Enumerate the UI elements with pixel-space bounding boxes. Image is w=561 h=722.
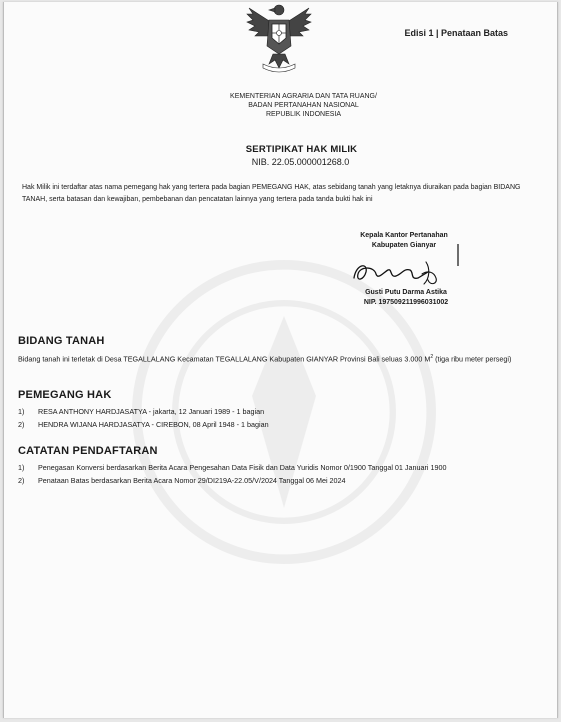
ministry-line-1: KEMENTERIAN AGRARIA DAN TATA RUANG/ (230, 93, 377, 100)
catatan-list (18, 461, 538, 487)
signatory-office (344, 231, 464, 251)
office-line-2: Kabupaten Gianyar (371, 242, 437, 249)
nib-row (4, 157, 557, 167)
certificate-title-row (4, 144, 557, 155)
list-number: 1) (18, 407, 25, 416)
ministry-line-3: REPUBLIK INDONESIA (265, 111, 342, 118)
list-item (18, 418, 538, 431)
list-number: 2) (18, 476, 25, 485)
section-heading-bidang-tanah: BIDANG TANAH (18, 335, 105, 347)
list-number: 2) (18, 420, 25, 429)
ministry-header (4, 92, 557, 119)
section-heading-catatan-pendaftaran: CATATAN PENDAFTARAN (18, 445, 158, 457)
holder-entry: HENDRA WIJANA HARDJASATYA - CIREBON, 08 April 1948 - 1 bagian (38, 420, 269, 429)
office-line-1: Kepala Kantor Pertanahan (360, 232, 448, 239)
signatory-name-block (336, 288, 476, 308)
bidang-tanah-area-words: (tiga ribu meter persegi) (433, 354, 512, 364)
list-item (18, 461, 538, 474)
pemegang-hak-list (18, 405, 538, 431)
registration-note: Penataan Batas berdasarkan Berita Acara Nomor 29/DI219A-22.05/V/2024 Tanggal 06 Mei 2024 (38, 476, 346, 485)
ministry-line-2: BADAN PERTANAHAN NASIONAL (248, 102, 359, 109)
bidang-tanah-description (18, 352, 533, 364)
signature-icon (344, 252, 464, 290)
signatory-name: Gusti Putu Darma Astika (365, 289, 447, 296)
section-heading-pemegang-hak: PEMEGANG HAK (18, 389, 112, 401)
signature-mark-icon (456, 244, 460, 266)
signatory-nip: NIP. 197509211996031002 (363, 299, 449, 306)
list-item (18, 474, 538, 487)
garuda-emblem-icon (239, 2, 319, 74)
intro-paragraph: Hak Milik ini terdaftar atas nama pemegang hak yang tertera pada bagian PEMEGANG HAK, atas sebidang tanah yang letaknya diuraikan pada bagian BIDANG TANAH, serta batasan dan kewajiban, pembebanan dan pencatatan lainnya yang tertera pada tanda bukti hak ini (22, 184, 521, 203)
registration-note: Penegasan Konversi berdasarkan Berita Acara Pengesahan Data Fisik dan Data Yuridis Nomor 0/1900 Tanggal 01 Januari 1900 (38, 463, 447, 472)
certificate-page (3, 2, 558, 718)
bidang-tanah-text: Bidang tanah ini terletak di Desa TEGALLALANG Kecamatan TEGALLALANG Kabupaten GIANYAR Provinsi Bali seluas 3.000 M (18, 354, 431, 364)
area-unit-superscript: 2 (430, 354, 434, 360)
holder-entry: RESA ANTHONY HARDJASATYA - jakarta, 12 Januari 1989 - 1 bagian (38, 407, 265, 416)
list-number: 1) (18, 463, 25, 472)
certificate-title: SERTIPIKAT HAK MILIK (245, 144, 358, 155)
edition-label: Edisi 1 | Penataan Batas (404, 28, 508, 38)
nib-number: NIB. 22.05.000001268.0 (251, 157, 350, 167)
list-item (18, 405, 538, 418)
